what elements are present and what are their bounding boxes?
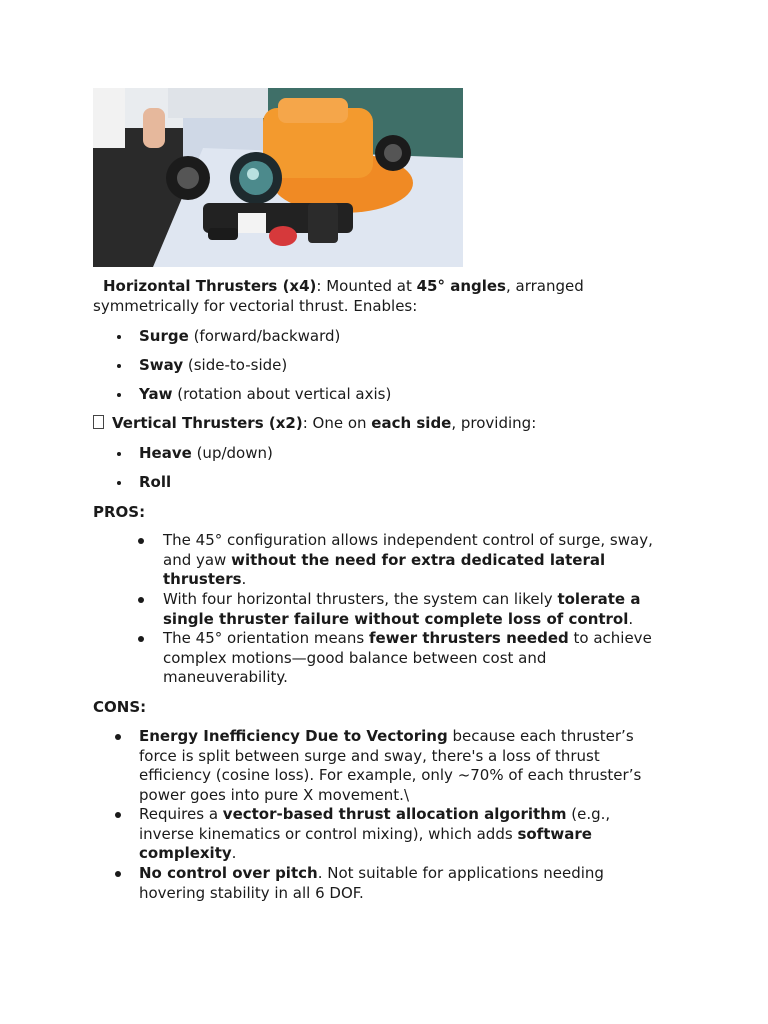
bullet-dot — [138, 636, 144, 642]
horizontal-thrusters-paragraph — [93, 277, 584, 316]
pros-item: The 45° orientation means fewer thrusters needed to achieve complex motions—good balance between cost and maneuverability. — [163, 629, 652, 686]
horizontal-text: : Mounted at — [316, 277, 417, 295]
horizontal-title: Horizontal Thrusters (x4) — [103, 277, 317, 295]
list-item: Yaw (rotation about vertical axis) — [139, 385, 392, 403]
bullet-dot — [115, 812, 121, 818]
list-item: Sway (side-to-side) — [139, 356, 288, 374]
rov-photo — [93, 88, 463, 267]
checkbox-glyph-icon — [93, 415, 104, 429]
bullet-dot — [117, 364, 121, 368]
bullet-dot — [117, 335, 121, 339]
bullet-dot — [115, 734, 121, 740]
list-item: Surge (forward/backward) — [139, 327, 341, 345]
bullet-dot — [117, 481, 121, 485]
pros-item: The 45° configuration allows independent control of surge, sway, and yaw without the need for extra dedicated lateral thrusters. — [163, 531, 653, 588]
list-item: Heave (up/down) — [139, 444, 273, 462]
cons-item: Energy Inefficiency Due to Vectoring because each thruster’s force is split between surge and sway, there's a loss of thrust efficiency (cosine loss). For example, only ~70% of each thruster’s power goes into pure X movement.\ — [139, 727, 642, 804]
cons-heading: CONS: — [93, 698, 147, 716]
cons-item: No control over pitch. Not suitable for applications needing hovering stability in all 6 DOF. — [139, 864, 604, 902]
vertical-text: : One on — [302, 414, 372, 432]
each-side-bold: each side — [371, 414, 452, 432]
vertical-title: Vertical Thrusters (x2) — [112, 414, 303, 432]
pros-heading: PROS: — [93, 503, 146, 521]
horizontal-text-3: symmetrically for vectorial thrust. Enables: — [93, 296, 418, 315]
bullet-dot — [138, 597, 144, 603]
bullet-dot — [117, 393, 121, 397]
list-item: Roll — [139, 473, 172, 491]
pros-item: With four horizontal thrusters, the system can likely tolerate a single thruster failure without complete loss of control. — [163, 590, 641, 628]
bullet-dot — [117, 452, 121, 456]
vertical-text-2: , providing: — [451, 414, 537, 432]
rov-illustration — [93, 88, 463, 267]
bullet-dot — [115, 871, 121, 877]
horizontal-text-2: , arranged — [506, 277, 584, 295]
vertical-thrusters-paragraph — [93, 414, 536, 434]
angles-bold: 45° angles — [416, 277, 506, 295]
cons-item: Requires a vector-based thrust allocation algorithm (e.g., inverse kinematics or control mixing), which adds software complexity. — [139, 805, 611, 862]
bullet-dot — [138, 538, 144, 544]
